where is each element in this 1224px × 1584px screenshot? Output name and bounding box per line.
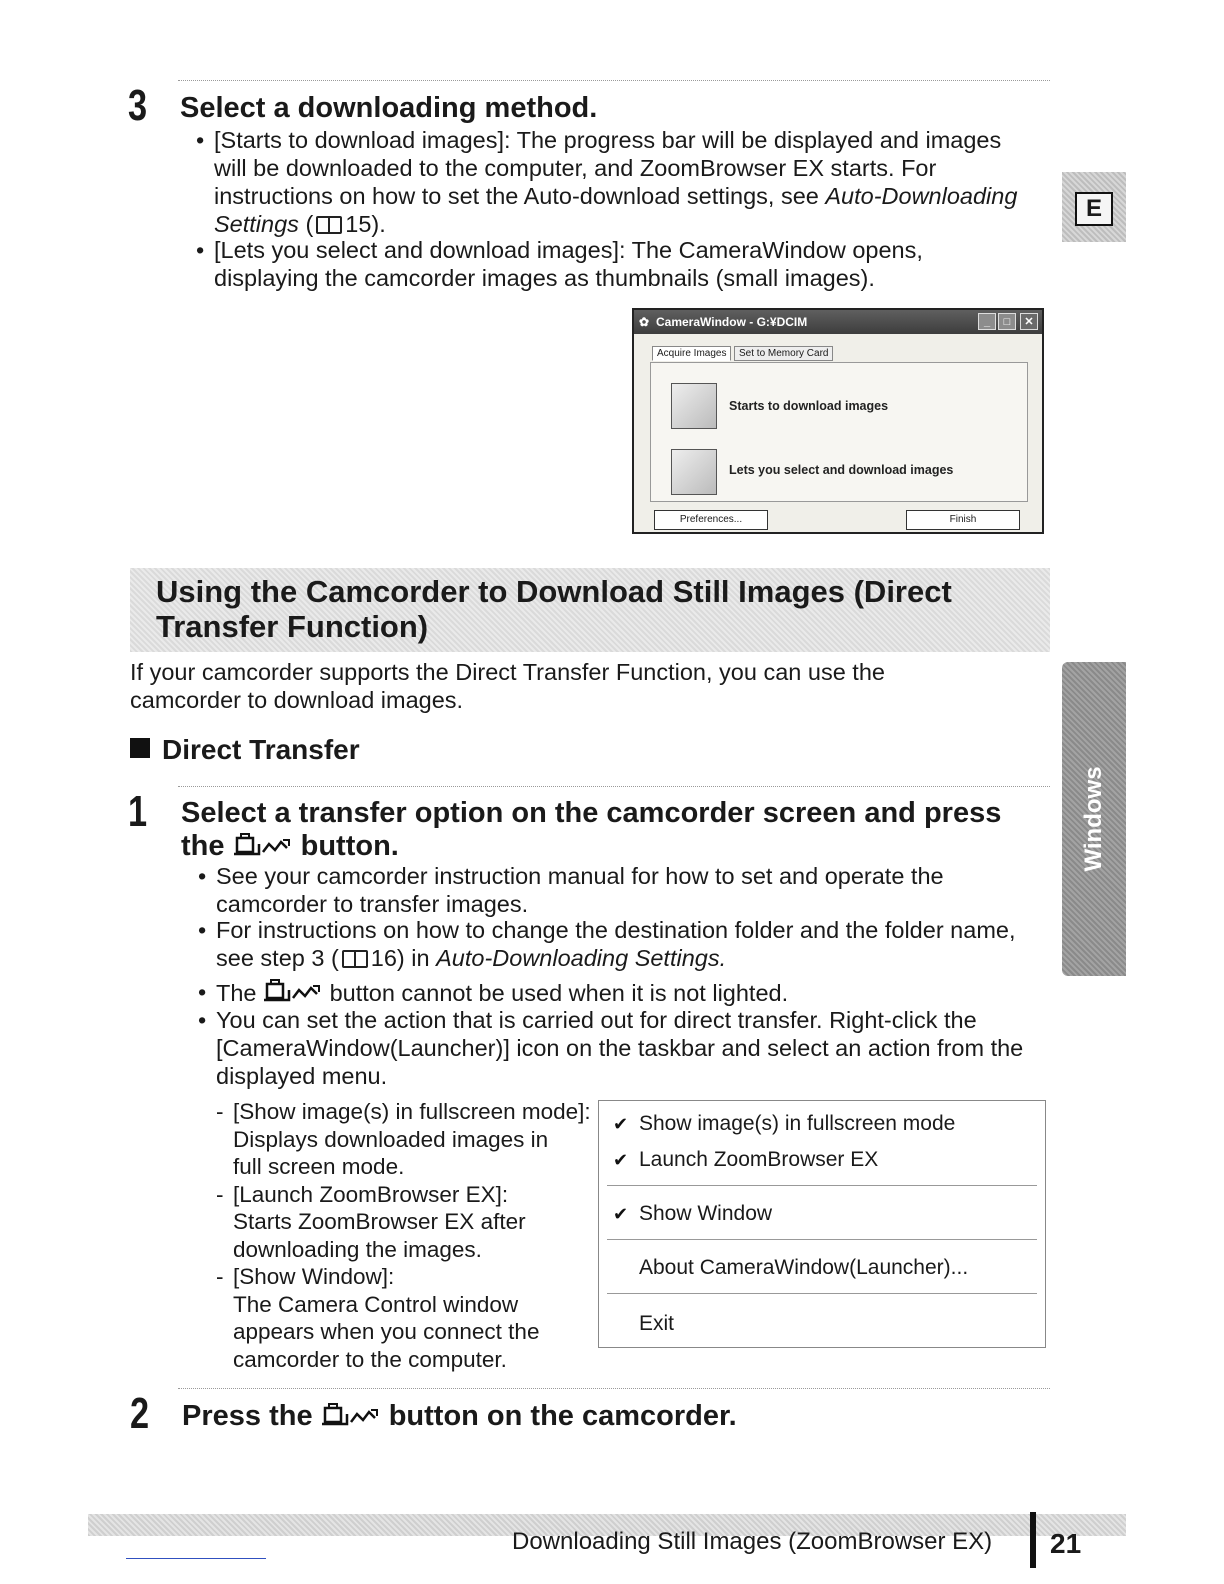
select-download-icon[interactable] (671, 449, 717, 495)
section-intro (130, 658, 1030, 714)
footer-title: Downloading Still Images (ZoomBrowser EX) (512, 1528, 993, 1555)
text-line: will be downloaded to the computer, and ZoomBrowser EX starts. For (214, 155, 937, 181)
print-share-icon (321, 1402, 381, 1428)
camerawindow-screenshot (632, 308, 1044, 534)
book-icon (316, 216, 342, 234)
camera-icon: ✿ (639, 315, 650, 329)
step-1-bullet-4: • You can set the action that is carried out for direct transfer. Right-click the [CameraWindow(Launcher)] icon on the taskbar and select an action from the displayed menu. (216, 1006, 1056, 1090)
finish-button[interactable]: Finish (906, 510, 1020, 530)
rule-2 (178, 786, 1050, 787)
maximize-icon[interactable]: □ (998, 313, 1016, 330)
step-1-title: Select a transfer option on the camcorder screen and press the button. (181, 797, 1002, 862)
text-line: [Lets you select and download images]: The CameraWindow opens, (214, 237, 923, 263)
step-2-number: 2 (130, 1389, 150, 1438)
tab-acquire-images[interactable]: Acquire Images (652, 346, 731, 361)
option-download-all[interactable]: Starts to download images (729, 399, 889, 413)
step-1-bullet-1: • See your camcorder instruction manual for how to set and operate the camcorder to transfer images. (216, 862, 1056, 918)
sub-item: - [Show Window]: The Camera Control window appears when you connect the camcorder to the computer. (216, 1264, 540, 1372)
print-share-icon (233, 832, 293, 858)
direct-transfer-heading: Direct Transfer (130, 734, 360, 766)
preferences-button[interactable]: Preferences... (654, 510, 768, 530)
menu-item-exit[interactable]: Exit (639, 1312, 675, 1335)
check-icon: ✔ (613, 1114, 629, 1134)
tab-set-to-memory-card[interactable]: Set to Memory Card (734, 346, 833, 361)
windows-tab (1062, 662, 1126, 976)
square-bullet-icon (130, 738, 150, 758)
menu-separator (607, 1239, 1037, 1240)
menu-item-show-window[interactable]: ✔ Show Window (599, 1197, 1045, 1231)
step-1-bullet-2: • For instructions on how to change the destination folder and the folder name, see step 3 ( 16) in Auto-Downloading Settings. (216, 916, 1056, 972)
step-3-title: Select a downloading method. (180, 92, 598, 124)
section-title: Using the Camcorder to Download Still Images (Direct Transfer Function) (156, 574, 952, 644)
text-line: camcorder to transfer images. (216, 891, 529, 917)
text-line: Settings ( 15). (214, 211, 386, 237)
text-line: For instructions on how to change the destination folder and the folder name, (216, 917, 1016, 943)
text-line: instructions on how to set the Auto-download settings, see Auto-Downloading (214, 183, 1018, 209)
step-3-number: 3 (128, 81, 148, 130)
minimize-icon[interactable]: _ (978, 313, 996, 330)
text-line: camcorder to download images. (130, 687, 464, 713)
page-number: 21 (1050, 1528, 1082, 1559)
check-icon: ✔ (613, 1150, 629, 1170)
text-line: see step 3 ( 16) in Auto-Downloading Settings. (216, 945, 727, 971)
menu-item-about[interactable]: About CameraWindow(Launcher)... (639, 1256, 969, 1279)
menu-separator (607, 1185, 1037, 1186)
option-select-download[interactable]: Lets you select and download images (729, 463, 954, 477)
step-1-bullet-3: • The button cannot be used when it is not lighted. (198, 979, 789, 1006)
sub-item: - [Show image(s) in fullscreen mode]: Displays downloaded images in full screen mode. (216, 1099, 591, 1179)
text-line: [Starts to download images]: The progress bar will be displayed and images (214, 127, 1002, 153)
options-panel (650, 362, 1028, 502)
text-line: See your camcorder instruction manual for how to set and operate the (216, 863, 944, 889)
check-icon: ✔ (613, 1204, 629, 1224)
step-3-bullet-2: • [Lets you select and download images]: The CameraWindow opens, displaying the camcorder images as thumbnails (small images). (214, 236, 1054, 292)
section-banner (130, 568, 1050, 652)
language-tab (1062, 172, 1126, 242)
sub-item: - [Launch ZoomBrowser EX]: Starts ZoomBrowser EX after downloading the images. (216, 1181, 526, 1262)
close-icon[interactable]: ✕ (1020, 313, 1038, 330)
text-line: displayed menu. (216, 1063, 388, 1089)
footer-underline (126, 1558, 266, 1559)
book-icon (342, 950, 368, 968)
print-share-icon (263, 978, 323, 1004)
menu-item-fullscreen[interactable]: ✔ Show image(s) in fullscreen mode (599, 1107, 1045, 1141)
footer-divider (1030, 1512, 1036, 1568)
download-all-icon[interactable] (671, 383, 717, 429)
windows-tab-label: Windows (1080, 766, 1107, 872)
menu-separator (607, 1293, 1037, 1294)
window-title: CameraWindow - G:¥DCIM (656, 315, 808, 329)
text-line: You can set the action that is carried out for direct transfer. Right-click the (216, 1007, 977, 1033)
top-rule (178, 80, 1050, 81)
text-line: displaying the camcorder images as thumbnails (small images). (214, 265, 875, 291)
rule-3 (178, 1388, 1050, 1389)
step-2-title: Press the button on the camcorder. (182, 1400, 737, 1432)
window-titlebar (634, 310, 1042, 334)
step-1-number: 1 (128, 787, 148, 836)
text-line: If your camcorder supports the Direct Transfer Function, you can use the (130, 659, 885, 685)
step-3-bullet-1: • [Starts to download images]: The progress bar will be displayed and images will be downloaded to the computer, and ZoomBrowser EX starts. For instructions on how to set the Auto-download settings, see Auto-Downloading Settings ( 15). (214, 126, 1054, 238)
language-tab-label: E (1075, 192, 1113, 226)
menu-descriptions (216, 1098, 596, 1373)
text-line: [CameraWindow(Launcher)] icon on the taskbar and select an action from the (216, 1035, 1024, 1061)
launcher-context-menu (598, 1100, 1046, 1348)
menu-item-launch-zoombrowser[interactable]: ✔ Launch ZoomBrowser EX (599, 1143, 1045, 1177)
